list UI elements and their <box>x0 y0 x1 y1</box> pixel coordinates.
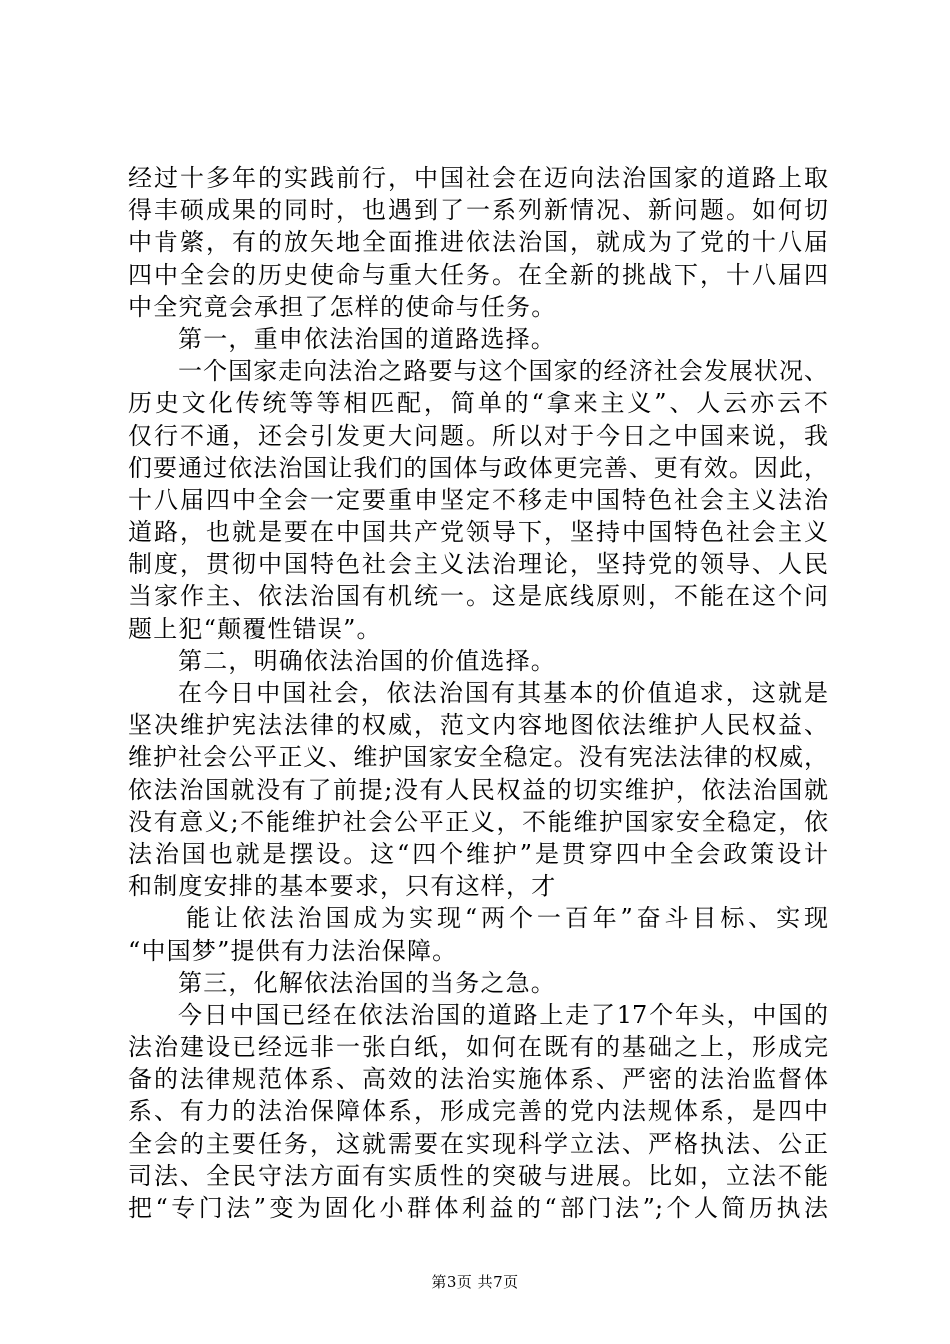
text-line: 仅行不通，还会引发更大问题。所以对于今日之中国来说，我 <box>128 421 828 450</box>
text-line: 今日中国已经在依法治国的道路上走了17个年头，中国的 <box>178 1000 828 1029</box>
text-line: 全会的主要任务，这就需要在实现科学立法、严格执法、公正 <box>128 1129 828 1158</box>
text-line: 十八届四中全会一定要重申坚定不移走中国特色社会主义法治 <box>128 485 828 514</box>
section-heading-2: 第二，明确依法治国的价值选择。 <box>178 646 556 675</box>
text-line: “中国梦”提供有力法治保障。 <box>128 936 458 965</box>
text-line: 中肯綮，有的放矢地全面推进依法治国，就成为了党的十八届 <box>128 228 828 257</box>
text-line: 维护社会公平正义、维护国家安全稳定。没有宪法法律的权威， <box>128 743 828 772</box>
text-line: 道路，也就是要在中国共产党领导下，坚持中国特色社会主义 <box>128 518 828 547</box>
text-line: 备的法律规范体系、高效的法治实施体系、严密的法治监督体 <box>128 1065 828 1094</box>
document-body <box>128 162 828 1224</box>
text-line: 系、有力的法治保障体系，形成完善的党内法规体系，是四中 <box>128 1097 828 1126</box>
page-footer: 第3页 共7页 <box>431 1273 519 1291</box>
text-line: 在今日中国社会，依法治国有其基本的价值追求，这就是 <box>178 679 828 707</box>
text-line: 和制度安排的基本要求，只有这样，才 <box>128 872 557 901</box>
section-heading-1: 第一，重申依法治国的道路选择。 <box>178 324 556 353</box>
text-line: 中全究竟会承担了怎样的使命与任务。 <box>128 292 557 321</box>
text-line: 司法、全民守法方面有实质性的突破与进展。比如，立法不能 <box>128 1161 828 1190</box>
text-line: 把“专门法”变为固化小群体利益的“部门法”;个人简历执法 <box>128 1194 828 1222</box>
text-line: 没有意义;不能维护社会公平正义，不能维护国家安全稳定，依 <box>128 807 828 836</box>
text-line: 经过十多年的实践前行，中国社会在迈向法治国家的道路上取 <box>128 164 828 192</box>
text-line: 题上犯“颠覆性错误”。 <box>128 614 382 643</box>
text-line: 一个国家走向法治之路要与这个国家的经济社会发展状况、 <box>178 357 828 386</box>
text-line: 们要通过依法治国让我们的国体与政体更完善、更有效。因此， <box>128 453 828 482</box>
section-heading-3: 第三，化解依法治国的当务之急。 <box>178 968 556 997</box>
text-line: 制度，贯彻中国特色社会主义法治理论，坚持党的领导、人民 <box>128 550 828 579</box>
text-line: 当家作主、依法治国有机统一。这是底线原则，不能在这个问 <box>128 582 828 611</box>
text-line: 法治国也就是摆设。这“四个维护”是贯穿四中全会政策设计 <box>128 839 828 868</box>
text-line: 依法治国就没有了前提;没有人民权益的切实维护，依法治国就 <box>128 775 828 804</box>
text-line: 能让依法治国成为实现“两个一百年”奋斗目标、实现 <box>186 904 828 933</box>
text-line: 历史文化传统等等相匹配，简单的“拿来主义”、人云亦云不 <box>128 389 828 418</box>
text-line: 坚决维护宪法法律的权威，范文内容地图依法维护人民权益、 <box>128 711 828 740</box>
text-line: 四中全会的历史使命与重大任务。在全新的挑战下，十八届四 <box>128 260 828 289</box>
text-line: 得丰硕成果的同时，也遇到了一系列新情况、新问题。如何切 <box>128 196 828 225</box>
text-line: 法治建设已经远非一张白纸，如何在既有的基础之上，形成完 <box>128 1033 828 1062</box>
